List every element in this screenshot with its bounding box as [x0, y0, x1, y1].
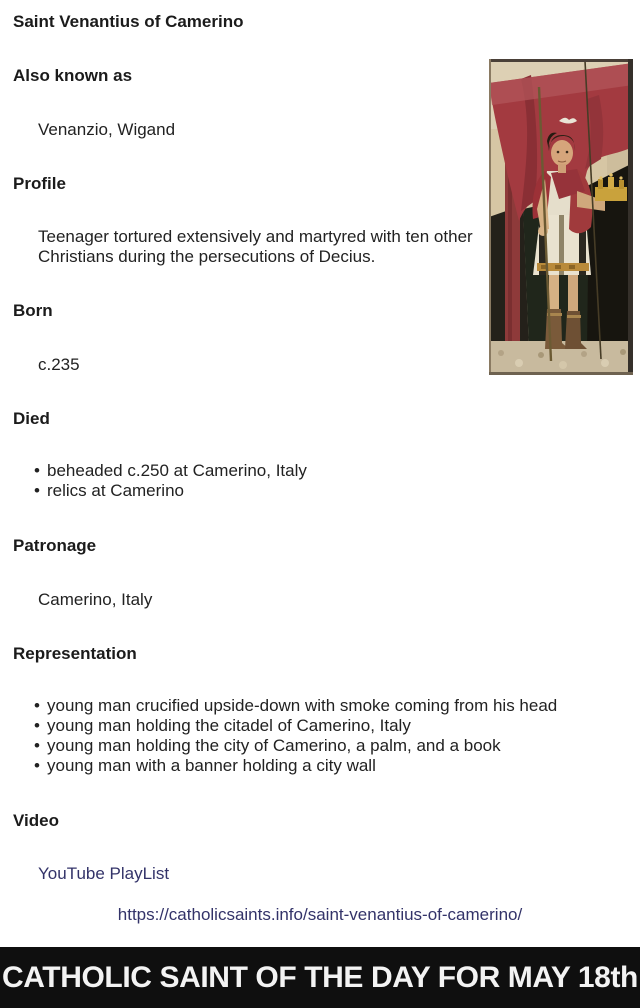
- born-value: c.235: [38, 355, 80, 374]
- representation-list: [34, 696, 557, 776]
- representation-item-text: young man holding the citadel of Camerino, Italy: [47, 716, 411, 735]
- heading-also-known-as: Also known as: [13, 66, 133, 85]
- footer-banner: [0, 947, 640, 1008]
- list-item: [34, 716, 557, 736]
- bullet-marker: •: [34, 481, 40, 500]
- bullet-marker: •: [34, 736, 40, 755]
- died-item-text: relics at Camerino: [47, 481, 184, 500]
- profile-text: Teenager tortured extensively and martyred with ten other Christians during the persecutions of Decius.: [38, 227, 473, 266]
- heading-born: Born: [13, 301, 53, 320]
- bullet-marker: •: [34, 716, 40, 735]
- heading-profile: Profile: [13, 174, 66, 193]
- list-item: [34, 696, 557, 716]
- footer-banner-text: CATHOLIC SAINT OF THE DAY FOR MAY 18th: [2, 960, 638, 994]
- page-title: Saint Venantius of Camerino: [13, 12, 244, 31]
- died-list: [34, 461, 307, 501]
- representation-item-text: young man crucified upside-down with smoke coming from his head: [47, 696, 558, 715]
- representation-item-text: young man with a banner holding a city wall: [47, 756, 376, 775]
- source-url-row: [0, 905, 640, 925]
- bullet-marker: •: [34, 756, 40, 775]
- heading-representation: Representation: [13, 644, 137, 663]
- saint-painting-image: [489, 59, 633, 375]
- saint-painting-svg: [489, 59, 633, 375]
- list-item: [34, 736, 557, 756]
- list-item: [34, 481, 307, 501]
- bullet-marker: •: [34, 461, 40, 480]
- heading-died: Died: [13, 409, 50, 428]
- representation-item-text: young man holding the city of Camerino, a palm, and a book: [47, 736, 501, 755]
- list-item: [34, 461, 307, 481]
- list-item: [34, 756, 557, 776]
- died-item-text: beheaded c.250 at Camerino, Italy: [47, 461, 307, 480]
- bullet-marker: •: [34, 696, 40, 715]
- source-url-link[interactable]: https://catholicsaints.info/saint-venantius-of-camerino/: [117, 905, 523, 924]
- youtube-playlist-link[interactable]: YouTube PlayList: [38, 864, 170, 883]
- heading-patronage: Patronage: [13, 536, 97, 555]
- also-known-as-value: Venanzio, Wigand: [38, 120, 176, 139]
- patronage-value: Camerino, Italy: [38, 590, 153, 609]
- heading-video: Video: [13, 811, 59, 830]
